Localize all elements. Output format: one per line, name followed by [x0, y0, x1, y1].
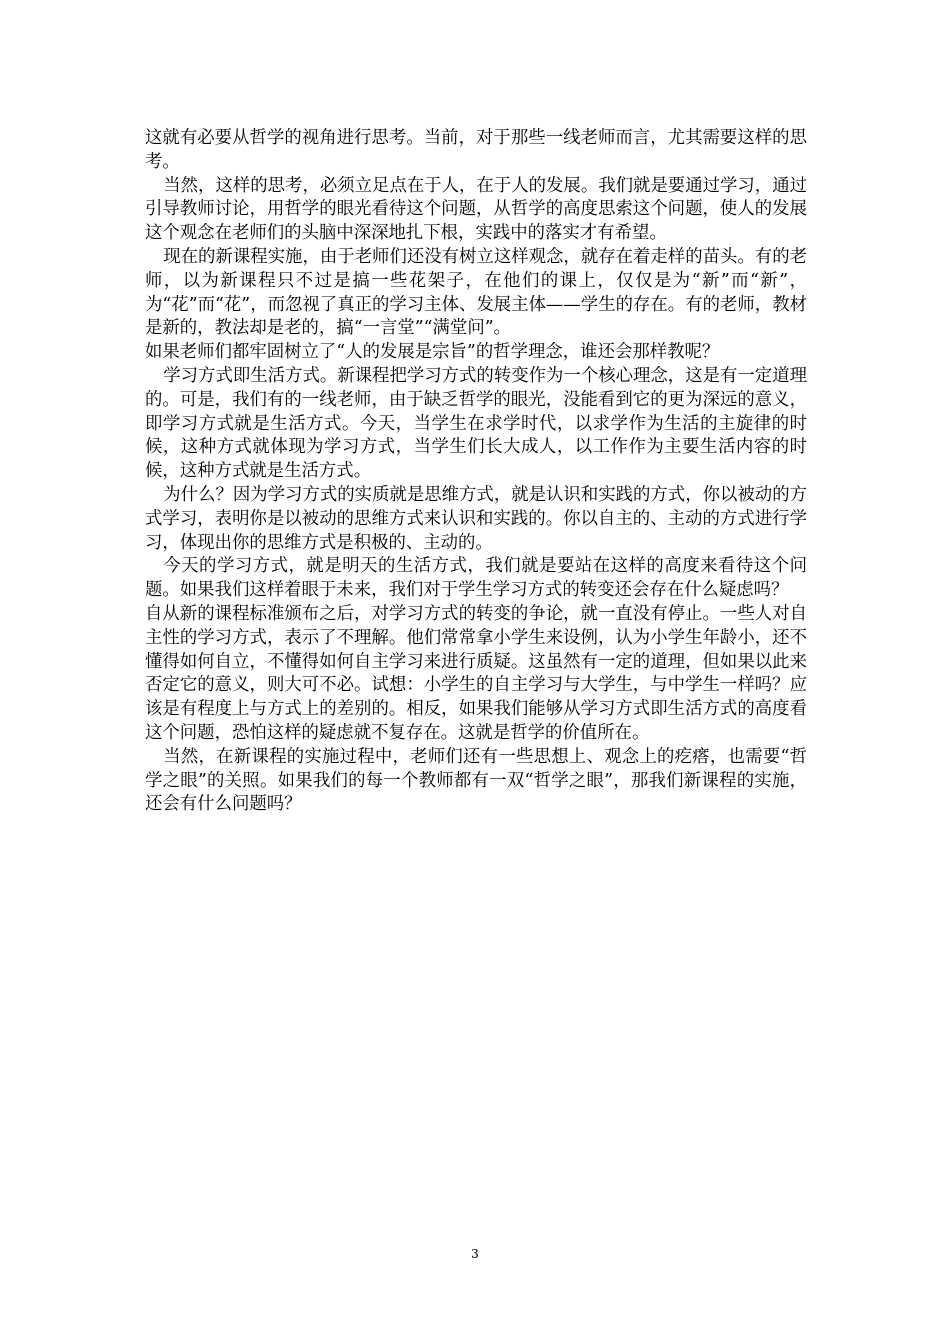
document-body: [145, 127, 807, 817]
page-number: 3: [471, 1247, 479, 1261]
paragraph: 这就有必要从哲学的视角进行思考。当前，对于那些一线老师而言，尤其需要这样的思考。: [145, 128, 807, 172]
paragraph: 学习方式即生活方式。新课程把学习方式的转变作为一个核心理念，这是有一定道理的。可是，我们有的一线老师，由于缺乏哲学的眼光，没能看到它的更为深远的意义，即学习方式就是生活方式。今天，当学生在求学时代，以求学作为生活的主旋律的时候，这种方式就体现为学习方式，当学生们长大成人，以工作作为主要生活内容的时候，这种方式就是生活方式。: [145, 365, 807, 482]
paragraph: 当然，这样的思考，必须立足点在于人，在于人的发展。我们就是要通过学习，通过引导教师讨论，用哲学的眼光看待这个问题，从哲学的高度思索这个问题，使人的发展这个观念在老师们的头脑中深深地扎下根，实践中的落实才有希望。: [145, 175, 807, 244]
paragraph: 自从新的课程标准颁布之后，对学习方式的转变的争论，就一直没有停止。一些人对自主性的学习方式，表示了不理解。他们常常拿小学生来设例，认为小学生年龄小，还不懂得如何自立，不懂得如何自主学习来进行质疑。这虽然有一定的道理，但如果以此来否定它的意义，则大可不必。试想：小学生的自主学习与大学生，与中学生一样吗？应该是有程度上与方式上的差别的。相反，如果我们能够从学习方式即生活方式的高度看这个问题，恐怕这样的疑虑就不复存在。这就是哲学的价值所在。: [145, 603, 807, 743]
paragraph: 为什么？因为学习方式的实质就是思维方式，就是认识和实践的方式，你以被动的方式学习，表明你是以被动的思维方式来认识和实践的。你以自主的、主动的方式进行学习，体现出你的思维方式是积极的、主动的。: [145, 484, 807, 553]
paragraph: 当然，在新课程的实施过程中，老师们还有一些思想上、观念上的疙瘩，也需要“哲学之眼”的关照。如果我们的每一个教师都有一双“哲学之眼”，那我们新课程的实施，还会有什么问题吗？: [145, 746, 807, 815]
paragraph: 现在的新课程实施，由于老师们还没有树立这样观念，就存在着走样的苗头。有的老师，以为新课程只不过是搞一些花架子，在他们的课上，仅仅是为“新”而“新”，为“花”而“花”，而忽视了真正的学习主体、发展主体——学生的存在。有的老师，教材是新的，教法却是老的，搞“一言堂”“满堂问”。: [145, 246, 807, 339]
paragraph: 如果老师们都牢固树立了“人的发展是宗旨”的哲学理念，谁还会那样教呢？: [145, 342, 720, 363]
paragraph: 今天的学习方式，就是明天的生活方式，我们就是要站在这样的高度来看待这个问题。如果我们这样着眼于未来，我们对于学生学习方式的转变还会存在什么疑虑吗？: [145, 556, 807, 601]
